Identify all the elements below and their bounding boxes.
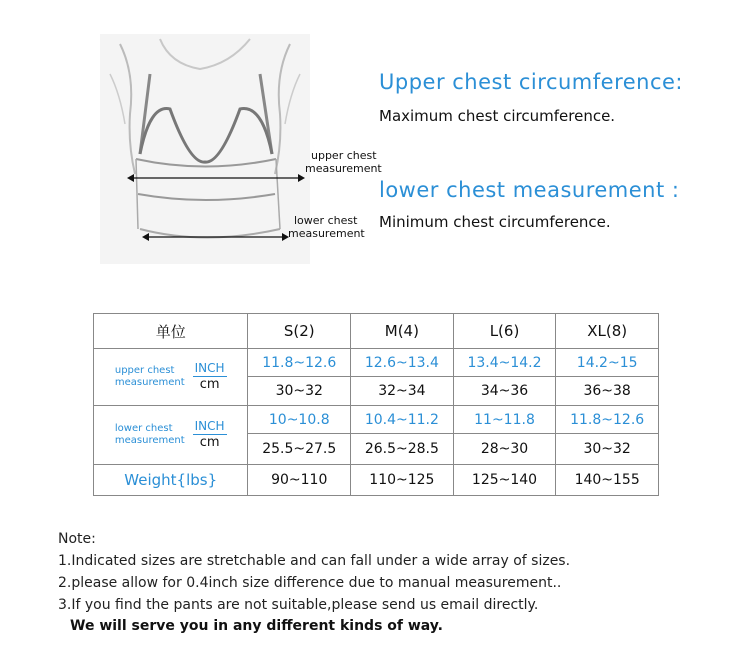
upper-row-label-2: measurement [114, 377, 185, 388]
unit-fraction [193, 419, 227, 451]
unit-header: 单位 [94, 314, 248, 349]
lower-cm-s: 25.5~27.5 [248, 434, 351, 465]
upper-callout-line1: upper chest [311, 149, 377, 162]
note-item-2: 2.please allow for 0.4inch size difference due to manual measurement.. [58, 575, 562, 591]
lower-cm-xl: 30~32 [556, 434, 659, 465]
bra-sketch-illustration [100, 34, 310, 264]
upper-inch-l: 13.4~14.2 [453, 349, 556, 377]
lower-chest-text: Minimum chest circumference. [379, 213, 611, 231]
lower-row-label-cell [94, 406, 248, 465]
lower-cm-m: 26.5~28.5 [351, 434, 454, 465]
closing-statement: We will serve you in any different kinds of way. [70, 618, 443, 634]
lower-inch-row [94, 406, 659, 434]
lower-callout-line2: measurement [288, 227, 365, 240]
size-chart-table [93, 313, 659, 496]
upper-cm-xl: 36~38 [556, 377, 659, 406]
unit-cm: cm [199, 435, 220, 450]
lower-cm-l: 28~30 [453, 434, 556, 465]
notes-title: Note: [58, 531, 96, 547]
note-item-1: 1.Indicated sizes are stretchable and can fall under a wide array of sizes. [58, 553, 571, 569]
upper-cm-s: 30~32 [248, 377, 351, 406]
size-header-l: L(6) [453, 314, 556, 349]
lower-row-label-1: lower chest [114, 423, 173, 434]
notes-section [58, 528, 570, 616]
upper-inch-m: 12.6~13.4 [351, 349, 454, 377]
upper-inch-s: 11.8~12.6 [248, 349, 351, 377]
upper-cm-l: 34~36 [453, 377, 556, 406]
lower-inch-l: 11~11.8 [453, 406, 556, 434]
size-header-m: M(4) [351, 314, 454, 349]
lower-chest-title: lower chest measurement : [379, 178, 680, 202]
unit-fraction [193, 361, 227, 393]
weight-label: Weight{lbs} [94, 465, 248, 496]
lower-inch-xl: 11.8~12.6 [556, 406, 659, 434]
upper-chest-text: Maximum chest circumference. [379, 107, 616, 125]
weight-l: 125~140 [453, 465, 556, 496]
unit-inch: INCH [194, 419, 225, 433]
upper-chest-callout [305, 149, 382, 175]
upper-row-label-cell [94, 349, 248, 406]
lower-row-label-2: measurement [114, 435, 185, 446]
table-header-row [94, 314, 659, 349]
upper-inch-row [94, 349, 659, 377]
lower-inch-s: 10~10.8 [248, 406, 351, 434]
upper-chest-title: Upper chest circumference: [379, 70, 684, 94]
upper-inch-xl: 14.2~15 [556, 349, 659, 377]
note-item-3: 3.If you find the pants are not suitable,please send us email directly. [58, 597, 539, 613]
size-header-xl: XL(8) [556, 314, 659, 349]
unit-cm: cm [199, 377, 220, 392]
lower-chest-callout [288, 214, 365, 240]
upper-cm-m: 32~34 [351, 377, 454, 406]
weight-m: 110~125 [351, 465, 454, 496]
weight-row [94, 465, 659, 496]
size-header-s: S(2) [248, 314, 351, 349]
lower-callout-line1: lower chest [294, 214, 358, 227]
upper-row-label-1: upper chest [114, 365, 175, 376]
weight-s: 90~110 [248, 465, 351, 496]
lower-inch-m: 10.4~11.2 [351, 406, 454, 434]
unit-inch: INCH [194, 361, 225, 375]
weight-xl: 140~155 [556, 465, 659, 496]
upper-callout-line2: measurement [305, 162, 382, 175]
